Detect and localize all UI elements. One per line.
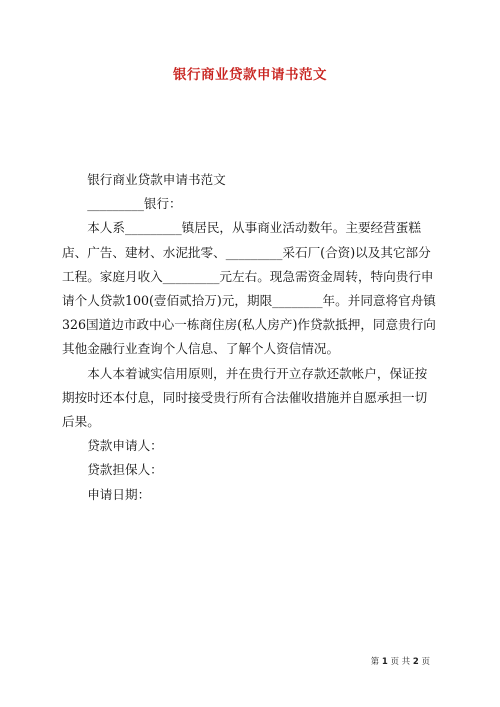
document-body <box>62 168 439 507</box>
paragraph-applicant-info: 本人系_________镇居民，从事商业活动数年。主要经营蛋糕店、广告、建材、水泥批零、_________采石厂(合资)以及其它部分工程。家庭月收入_________元左右。现急需资金周转，特向贵行申请个人贷款100(壹佰贰拾万)元，期限________年。并同意将官舟镇326国道边市政中心一栋商住房(私人房产)作贷款抵押，同意贵行向其他金融行业查询个人信息、了解个人资信情况。 <box>62 220 436 357</box>
current-page-number: 1 <box>381 657 388 667</box>
page-footer <box>371 656 430 668</box>
footer-prefix: 第 <box>370 657 380 667</box>
page-title: 银行商业贷款申请书范文 <box>173 67 327 83</box>
loan-guarantor-label: 贷款担保人： <box>87 462 163 478</box>
total-pages-number: 2 <box>412 657 419 667</box>
body-heading: 银行商业贷款申请书范文 <box>87 172 226 187</box>
paragraph-commitment: 本人本着诚实信用原则，并在贵行开立存款还款帐户，保证按期按时还本付息，同时接受贵行所有合法催收措施并自愿承担一切后果。 <box>62 365 428 430</box>
salutation: _________银行： <box>87 196 182 212</box>
footer-middle: 页 共 <box>390 657 411 667</box>
footer-suffix: 页 <box>421 657 430 667</box>
application-date-label: 申请日期： <box>87 486 151 502</box>
loan-applicant-label: 贷款申请人： <box>87 438 163 454</box>
